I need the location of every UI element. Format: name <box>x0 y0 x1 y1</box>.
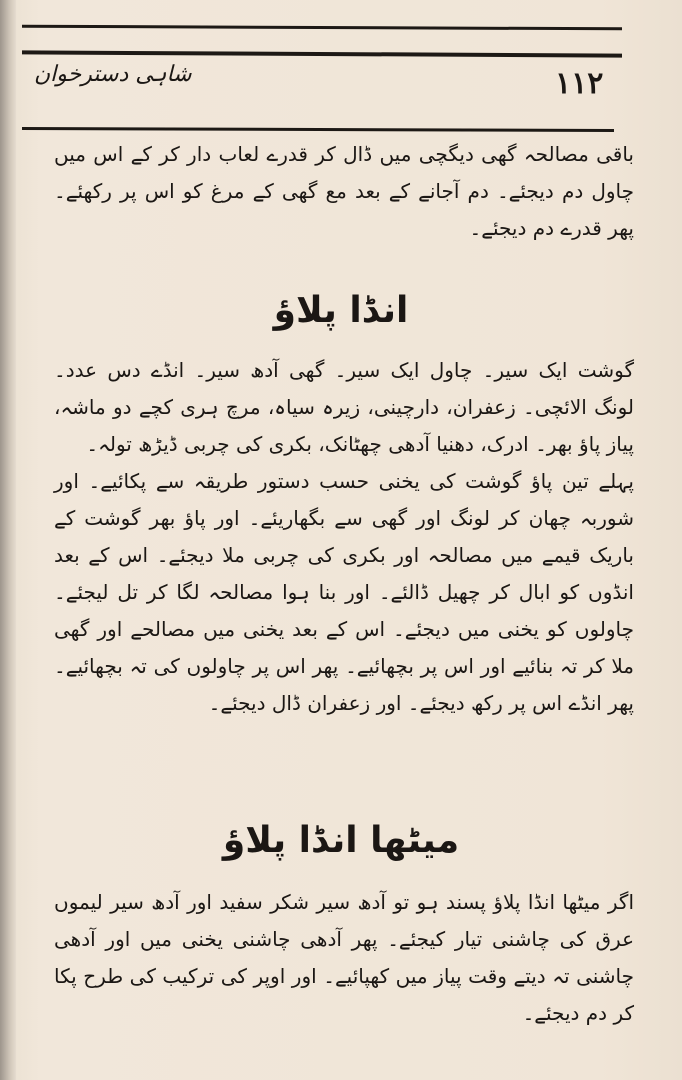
section-heading-meetha-anda-pulao: میٹھا انڈا پلاؤ <box>222 820 460 861</box>
section2-body <box>54 884 634 1032</box>
section1-ingredients: گوشت ایک سیر۔ چاول ایک سیر۔ گھی آدھ سیر۔ انڈے دس عدد۔ لونگ الائچی۔ زعفران، دارچینی، زیرہ سیاہ، مرچ ہری کچے دو ماشہ، پیاز پاؤ بھر۔ ادرک، دھنیا آدھی چھٹانک، بکری کی چربی ڈیڑھ تولہ۔ <box>54 358 634 456</box>
header-divider-rule <box>22 127 614 132</box>
header-rule-top <box>22 25 622 31</box>
section2-text: اگر میٹھا انڈا پلاؤ پسند ہو تو آدھ سیر شکر سفید اور آدھ سیر لیموں عرق کی چاشنی تیار کیجئے۔ پھر آدھی چاشنی یخنی میں اور آدھی چاشنی تہ دیتے وقت پیاز میں کھپائیے۔ اور اوپر کی ترکیب کی طرح پکا کر دم دیجئے۔ <box>54 890 634 1025</box>
page-number: ۱۱۲ <box>555 66 604 101</box>
running-header-title: شاہی دسترخوان <box>34 62 192 87</box>
header-rule-bottom <box>22 50 622 57</box>
intro-paragraph <box>54 136 634 247</box>
section1-method: پہلے تین پاؤ گوشت کی یخنی حسب دستور طریقہ سے پکائیے۔ اور شوربہ چھان کر لونگ اور گھی سے بگھاریئے۔ اور پاؤ بھر گوشت کے باریک قیمے میں مصالحہ اور بکری کی چربی ملا دیجئے۔ اس کے بعد انڈوں کو ابال کر چھیل ڈالئے۔ اور بنا ہوا مصالحہ لگا کر تل لیجئے۔ چاولوں کو یخنی میں دیجئے۔ اس کے بعد یخنی میں مصالحے اور گھی ملا کر تہ بنائیے اور اس پر بچھائیے۔ پھر اس پر چاولوں کی تہ بچھائیے۔ پھر انڈے اس پر رکھ دیجئے۔ اور زعفران ڈال دیجئے۔ <box>54 469 634 715</box>
book-spine-shadow <box>0 0 16 1080</box>
intro-text: باقی مصالحہ گھی دیگچی میں ڈال کر قدرے لعاب دار کر کے اس میں چاول دم دیجئے۔ دم آجانے کے بعد مع گھی کے مرغ کو اس پر رکھئے۔ پھر قدرے دم دیجئے۔ <box>54 142 634 240</box>
section1-body <box>54 352 634 722</box>
section-heading-anda-pulao: انڈا پلاؤ <box>273 290 409 331</box>
